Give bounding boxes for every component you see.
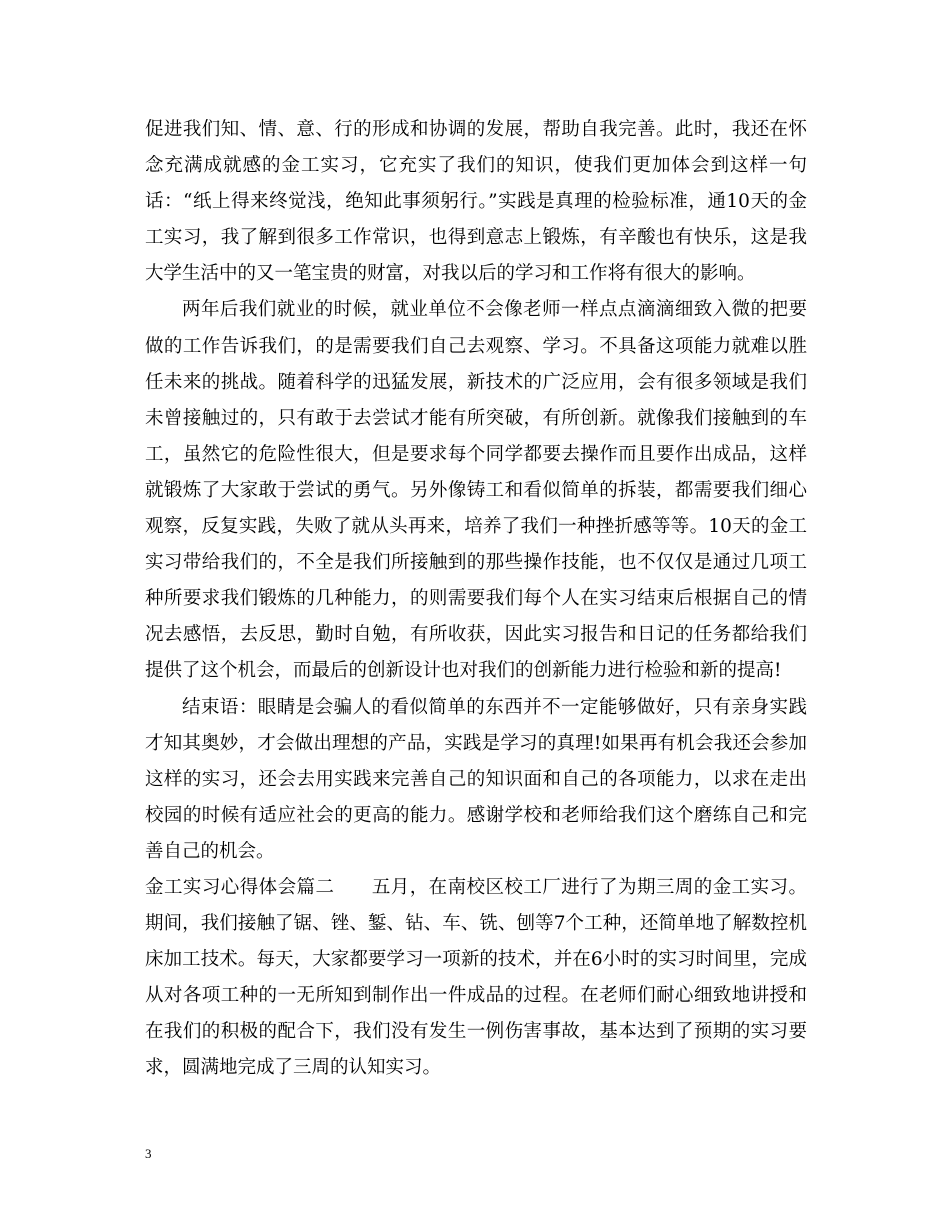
paragraph-part-two (145, 870, 807, 1087)
paragraph-conclusion: 结束语：眼睛是会骗人的看似简单的东西并不一定能够做好，只有亲身实践才知其奥妙，才会做出理想的产品，实践是学习的真理!如果再有机会我还会参加这样的实习，还会去用实践来完善自己的知识面和自己的各项能力，以求在走出校园的时候有适应社会的更高的能力。感谢学校和老师给我们这个磨练自己和完善自己的机会。 (145, 696, 807, 862)
paragraph-continuation: 促进我们知、情、意、行的形成和协调的发展，帮助自我完善。此时，我还在怀念充满成就感的金工实习，它充实了我们的知识，使我们更加体会到这样一句话：“纸上得来终觉浅，绝知此事须躬行。”实践是真理的检验标准，通10天的金工实习，我了解到很多工作常识，也得到意志上锻炼，有辛酸也有快乐，这是我大学生活中的又一笔宝贵的财富，对我以后的学习和工作将有很大的影响。 (145, 119, 807, 285)
paragraph-employment: 两年后我们就业的时候，就业单位不会像老师一样点点滴滴细致入微的把要做的工作告诉我们，的是需要我们自己去观察、学习。不具备这项能力就难以胜任未来的挑战。随着科学的迅猛发展，新技术的广泛应用，会有很多领域是我们未曾接触过的，只有敢于去尝试才能有所突破，有所创新。就像我们接触到的车工，虽然它的危险性很大，但是要求每个同学都要去操作而且要作出成品，这样就锻炼了大家敢于尝试的勇气。另外像铸工和看似简单的拆装，都需要我们细心观察，反复实践，失败了就从头再来，培养了我们一种挫折感等等。10天的金工实习带给我们的，不全是我们所接触到的那些操作技能，也不仅仅是通过几项工种所要求我们锻炼的几种能力，的则需要我们每个人在实习结束后根据自己的情况去感悟，去反思，勤时自勉，有所收获，因此实习报告和日记的任务都给我们提供了这个机会，而最后的创新设计也对我们的创新能力进行检验和新的提高! (145, 299, 807, 682)
section-heading: 金工实习心得体会篇二 (145, 876, 335, 898)
document-page (145, 112, 807, 1087)
section-body: 五月，在南校区校工厂进行了为期三周的金工实习。期间，我们接触了锯、锉、錾、钻、车、铣、刨等7个工种，还简单地了解数控机床加工技术。每天，大家都要学习一项新的技术，并在6小时的实习时间里，完成从对各项工种的一无所知到制作出一件成品的过程。在老师们耐心细致地讲授和在我们的积极的配合下，我们没有发生一例伤害事故，基本达到了预期的实习要求，圆满地完成了三周的认知实习。 (145, 876, 807, 1079)
page-number: 3 (145, 1146, 152, 1161)
